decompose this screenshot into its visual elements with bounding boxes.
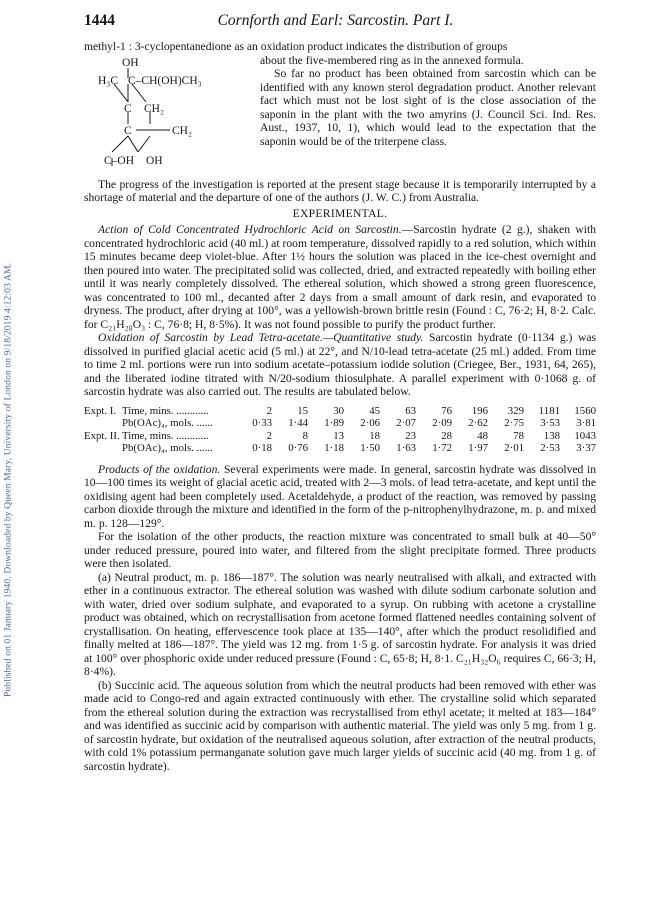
- table-cell: 2·75: [504, 417, 524, 429]
- paragraph-4: [84, 223, 596, 331]
- oxidation-table: [84, 405, 596, 455]
- paragraph-4-body: —Sarcostin hydrate (2 g.), shaken with concentrated hydrochloric acid (40 ml.) at room temperature, dissolved rapidly to a red solution, which within 15 minutes became deep violet-blue. After 1½ hours the solution was placed in the ice-chest overnight and then poured into water. The precipitated solid was collected, dried, and extracted repeatedly with boiling ether until it was nearly completely dissolved. The ethereal solution, which showed a strong green fluorescence, was concentrated to 100 ml., decanted after 2 days from a small amount of dark resin, and evaporated to dryness. The product, after drying at 100°, was a yellowish-brown brittle resin (Found : C, 76·2; H, 8·2. Calc. for C₂₁H₂₈O₃ : C, 76·8; H, 8·5%). It was not found possible to purify the product further.: [84, 223, 596, 331]
- table-expt-label: Expt. I.: [84, 404, 117, 417]
- section-heading: EXPERIMENTAL.: [292, 206, 388, 220]
- formula-label: OH: [122, 56, 139, 69]
- table-row-label: Pb(OAc)₄, mols. ......: [122, 417, 213, 429]
- formula-label: OH: [146, 154, 163, 167]
- sidebar-text: Published on 01 January 1940. Downloaded by Queen Mary, University of London on 9/18/2019 4:12:03 AM.: [2, 262, 14, 698]
- table-cell: 76: [441, 404, 452, 417]
- table-cell: 2·06: [360, 417, 380, 429]
- table-row: [84, 405, 596, 418]
- paragraph-5: [84, 331, 596, 399]
- paragraph-9: [84, 679, 596, 774]
- page-header: [84, 14, 596, 34]
- paragraph-6-body: Several experiments were made. In general, sarcostin hydrate was dissolved in 10—100 times its weight of glacial acetic acid, treated with 2—3 mols. of lead tetra-acetate, and kept until the oxidising agent had been completely used. Acetaldehyde, a product of the reaction, was removed by passing carbon dioxide through the mixture and identified in the form of the p-nitrophenylhydrazone, m. p. and mixed m. p. 128—129°.: [84, 462, 597, 530]
- table-cell: 1·72: [432, 442, 452, 454]
- table-cell: 3·81: [576, 417, 596, 429]
- table-cell: 18: [369, 429, 380, 442]
- table-cell: 138: [543, 429, 560, 442]
- table-cell: 2·07: [396, 417, 416, 429]
- running-title: Cornforth and Earl: Sarcostin. Part I.: [217, 12, 454, 29]
- paragraph-7: For the isolation of the other products, the reaction mixture was concentrated to small bulk at 40—50° under reduced pressure, poured into water, and filtered from the slight precipitate formed. Three products were then isolated.: [84, 530, 596, 570]
- table-row-label: Pb(OAc)₄, mols. ......: [122, 442, 213, 454]
- table-expt-label: [84, 442, 122, 455]
- table-cell: 1·63: [396, 442, 416, 454]
- table-cell: 3·53: [540, 417, 560, 429]
- formula-label: CH₂: [172, 124, 192, 137]
- paragraph-8-body: The solution was nearly neutralised with alkali, and extracted with ether in a continuous extractor. The ethereal solution was washed with dilute sodium carbonate solution and with water, dried over sodium sulphate, and evaporated to a syrup. On rubbing with acetone a crystalline product was obtained, which on recrystallisation from acetone formed flattened needles containing solvent of crystallisation. On heating, effervescence took place at 135—140°, after which the product resolidified and finally melted at 186—187°. The yield was 12 mg. from 1·5 g. of sarcostin hydrate. For analysis it was dried at 100° over phosphoric oxide under reduced pressure (Found : C, 65·8; H, 8·1. C₂₁H₃₂O₆ requires C, 66·3; H, 8·4%).: [84, 570, 597, 678]
- formula-label: C–OH: [104, 154, 135, 167]
- table-cell: 3·37: [576, 442, 596, 454]
- table-cell: 329: [507, 404, 524, 417]
- table-row-label: Time, mins. ............: [122, 429, 209, 442]
- formula-label: C: [124, 124, 132, 137]
- table-cell: 0·33: [252, 417, 272, 429]
- table-row: [84, 430, 596, 443]
- paragraph-5-title: Oxidation of Sarcostin by Lead Tetra-acetate.—Quantitative study.: [98, 331, 424, 344]
- table-row: [84, 417, 596, 430]
- paragraph-6: [84, 463, 596, 531]
- table-expt-label: Expt. II.: [84, 429, 120, 442]
- paragraph-2: So far no product has been obtained from sarcostin which can be identified with any known sterol degradation product. Another relevant fact which must not be lost sight of is the close association of the saponin in the plant with the two amyrins (J. Council Sci. Ind. Res. Aust., 1937, 10, 1), which would lead to the expectation that the saponin would be of the triterpene class.: [260, 67, 596, 148]
- table-cell: 63: [405, 404, 416, 417]
- paragraph-5-body: Sarcostin hydrate (0·1134 g.) was dissolved in purified glacial acetic acid (5 ml.) at 22°, and N/10-lead tetra-acetate (25 ml.) added. From time to time 2 ml. portions were run into sodium acetate–potassium iodide solution (Criegee, Ber., 1931, 64, 265), and the liberated iodine titrated with N/20-sodium thiosulphate. A parallel experiment with 0·1068 g. of sarcostin hydrate was also carried out. The results are tabulated below.: [84, 331, 596, 398]
- table-cell: 1·18: [324, 442, 344, 454]
- table-cell: 30: [333, 404, 344, 417]
- paper-page: [84, 14, 596, 773]
- paragraph-6-title: Products of the oxidation.: [98, 462, 221, 476]
- table-cell: 1·44: [288, 417, 308, 429]
- table-cell: 2: [266, 404, 272, 417]
- formula-label: C: [124, 102, 132, 115]
- table-cell: 1181: [538, 404, 560, 417]
- table-cell: 28: [441, 429, 452, 442]
- formula-label: CH₂: [144, 102, 164, 115]
- table-cell: 2·53: [540, 442, 560, 454]
- table-cell: 48: [477, 429, 488, 442]
- table-cell: 1·50: [360, 442, 380, 454]
- paragraph-9-body: The aqueous solution from which the neutral products had been removed with ether was made acid to Congo-red and again extracted continuously with ether. The crystalline solid which separated from the ethereal solution during the extraction was recrystallised from ethyl acetate; it melted at 183—184° and was identified as succinic acid by comparison with authentic material. The yield was only 5 mg. from 1 g. of sarcostin hydrate, but oxidation of the neutralised aqueous solution, after extraction of the neutral products, with cold 1% potassium permanganate solution gave much larger yields of succinic acid (40 mg. from 1 g. of sarcostin hydrate).: [84, 678, 596, 773]
- table-cell: 2·01: [504, 442, 524, 454]
- table-cell: 0·76: [288, 442, 308, 454]
- formula-label: H₃C: [98, 74, 118, 87]
- table-cell: 1560: [574, 404, 596, 417]
- table-cell: 1043: [574, 429, 596, 442]
- table-row-label: Time, mins. ............: [122, 404, 209, 417]
- table-cell: 13: [333, 429, 344, 442]
- table-cell: 2·09: [432, 417, 452, 429]
- paragraph-1-lead: methyl-1 : 3-cyclopentanedione as an oxidation product indicates the distribution of groups: [84, 40, 508, 53]
- table-cell: 78: [513, 429, 524, 442]
- table-cell: 1·89: [324, 417, 344, 429]
- formula-label: C–CH(OH)CH₃: [128, 74, 202, 87]
- paragraph-3: The progress of the investigation is reported at the present stage because it is temporarily interrupted by a shortage of material and the departure of one of the authors (J. W. C.) from Australia.: [84, 177, 596, 204]
- table-cell: 196: [471, 404, 488, 417]
- paragraph-8-title: (a) Neutral product, m. p. 186—187°.: [98, 570, 277, 584]
- table-cell: 23: [405, 429, 416, 442]
- paragraph-4-title: Action of Cold Concentrated Hydrochloric Acid on Sarcostin.: [98, 223, 402, 236]
- table-cell: 0·18: [252, 442, 272, 454]
- table-cell: 15: [297, 404, 308, 417]
- paragraph-1-rest: about the five-membered ring as in the annexed formula.: [260, 53, 524, 67]
- paragraph-9-title: (b) Succinic acid.: [98, 678, 181, 692]
- table-row: [84, 442, 596, 455]
- table-cell: 45: [369, 404, 380, 417]
- table-cell: 8: [302, 429, 308, 442]
- table-cell: 2·62: [468, 417, 488, 429]
- structural-formula: [84, 54, 254, 178]
- page-number: 1444: [84, 12, 115, 29]
- table-cell: 2: [266, 429, 272, 442]
- table-cell: 1·97: [468, 442, 488, 454]
- table-expt-label: [84, 417, 122, 430]
- download-provenance-sidebar: [2, 60, 14, 900]
- paragraph-8: [84, 571, 596, 679]
